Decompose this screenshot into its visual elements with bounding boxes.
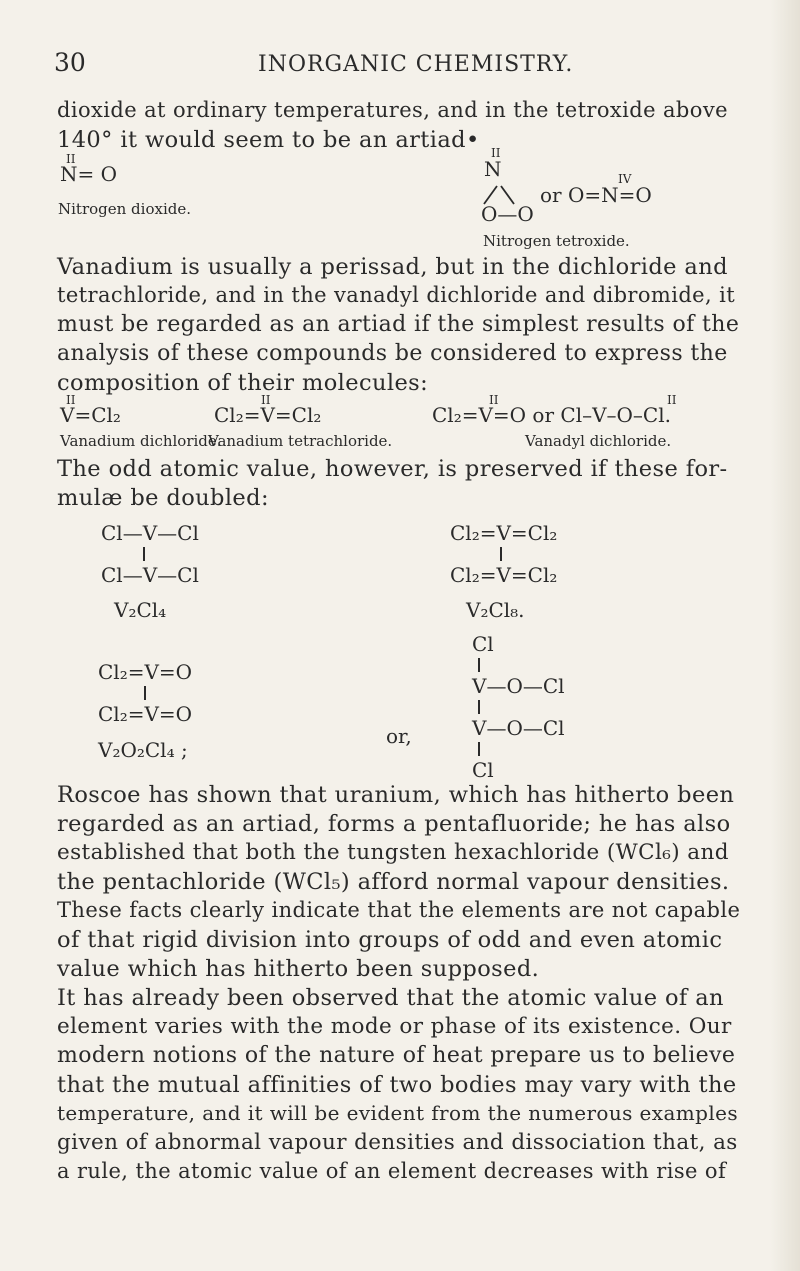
vanadium-dichloride-formula: V=Cl₂ <box>60 403 121 427</box>
vanadyl-dichloride-caption: Vanadyl dichloride. <box>525 432 672 450</box>
vanadium-tetrachloride-oxidation-state: II <box>261 393 271 407</box>
nitrogen-tetroxide-alt-oxidation-state: IV <box>618 172 632 186</box>
para4-line-3: modern notions of the nature of heat prepare us to believe <box>57 1043 736 1068</box>
nitrogen-dioxide-oxidation-state: II <box>66 152 76 166</box>
v2o2cl4-row-2: Cl₂=V=O <box>98 702 193 726</box>
para1-line-4: analysis of these compounds be considered to express the <box>57 341 728 366</box>
para4-line-6: given of abnormal vapour densities and dissociation that, as <box>57 1130 738 1155</box>
chain-bond-2 <box>478 700 480 714</box>
nitrogen-dioxide-caption: Nitrogen dioxide. <box>58 200 191 218</box>
para4-line-1: It has already been observed that the atomic value of an <box>57 985 724 1011</box>
para4-line-7: a rule, the atomic value of an element decreases with rise of <box>57 1159 727 1183</box>
nitrogen-tetroxide-oxygen-pair: O—O <box>481 202 534 226</box>
intro-line-1: dioxide at ordinary temperatures, and in the tetroxide above <box>57 98 728 122</box>
vanadium-tetrachloride-formula: Cl₂=V=Cl₂ <box>214 403 322 427</box>
chain-bond-3 <box>478 742 480 756</box>
vanadyl-oxidation-state-2: II <box>667 393 677 407</box>
nitrogen-tetroxide-oxidation-state: II <box>491 146 501 160</box>
page-number: 30 <box>54 48 86 77</box>
v2cl8-row-1: Cl₂=V=Cl₂ <box>450 521 558 545</box>
vanadyl-oxidation-state-1: II <box>489 393 499 407</box>
chain-bottom-cl: Cl <box>472 758 494 782</box>
v2cl4-row-2: Cl—V—Cl <box>101 563 199 587</box>
nitrogen-tetroxide-top-atom: N <box>484 157 502 181</box>
para4-line-5: temperature, and it will be evident from the numerous examples <box>57 1101 739 1125</box>
para2-line-2: mulæ be doubled: <box>57 485 269 511</box>
para4-line-4: that the mutual affinities of two bodies may vary with the <box>57 1072 737 1098</box>
v2cl4-bond <box>143 547 145 561</box>
vanadium-tetrachloride-caption: Vanadium tetrachloride. <box>208 432 393 450</box>
or-connector: or, <box>386 724 412 748</box>
v2o2cl4-bond <box>144 686 146 700</box>
para3-line-3: established that both the tungsten hexachloride (WCl₆) and <box>57 840 729 865</box>
para3-line-2: regarded as an artiad, forms a pentafluoride; he has also <box>57 811 731 837</box>
vanadyl-dichloride-formula: Cl₂=V=O or Cl–V–O–Cl. <box>432 403 671 427</box>
v2cl8-formula: V₂Cl₈. <box>466 598 525 622</box>
intro-line-2: 140° it would seem to be an artiad• <box>57 127 480 153</box>
para3-line-6: of that rigid division into groups of odd and even atomic <box>57 927 723 953</box>
para3-line-7: value which has hitherto been supposed. <box>57 956 540 982</box>
chain-row-1: V—O—Cl <box>472 674 565 698</box>
v2o2cl4-row-1: Cl₂=V=O <box>98 660 193 684</box>
para3-line-4: the pentachloride (WCl₅) afford normal vapour densities. <box>57 869 730 895</box>
vanadium-dichloride-oxidation-state: II <box>66 393 76 407</box>
para3-line-1: Roscoe has shown that uranium, which has hitherto been <box>57 782 735 808</box>
running-title: INORGANIC CHEMISTRY. <box>258 52 574 77</box>
v2cl8-bond <box>500 547 502 561</box>
v2o2cl4-formula: V₂O₂Cl₄ ; <box>98 738 188 762</box>
para2-line-1: The odd atomic value, however, is preserved if these for- <box>57 456 728 482</box>
para1-line-2: tetrachloride, and in the vanadyl dichloride and dibromide, it <box>57 283 736 307</box>
chain-bond-1 <box>478 658 480 672</box>
nitrogen-tetroxide-caption: Nitrogen tetroxide. <box>483 232 630 250</box>
para1-line-5: composition of their molecules: <box>57 370 429 396</box>
chain-row-2: V—O—Cl <box>472 716 565 740</box>
para1-line-1: Vanadium is usually a perissad, but in the dichloride and <box>57 254 728 280</box>
nitrogen-tetroxide-alt-formula: or O=N=O <box>540 183 652 207</box>
v2cl4-row-1: Cl—V—Cl <box>101 521 199 545</box>
page-edge-shadow <box>770 0 800 1271</box>
v2cl8-row-2: Cl₂=V=Cl₂ <box>450 563 558 587</box>
vanadium-dichloride-caption: Vanadium dichloride. <box>60 432 222 450</box>
para4-line-2: element varies with the mode or phase of its existence. Our <box>57 1014 732 1039</box>
v2cl4-formula: V₂Cl₄ <box>114 598 167 622</box>
nitrogen-dioxide-formula: N= O <box>60 162 118 186</box>
chain-top-cl: Cl <box>472 632 494 656</box>
para1-line-3: must be regarded as an artiad if the simplest results of the <box>57 312 740 337</box>
para3-line-5: These facts clearly indicate that the elements are not capable <box>57 898 741 922</box>
